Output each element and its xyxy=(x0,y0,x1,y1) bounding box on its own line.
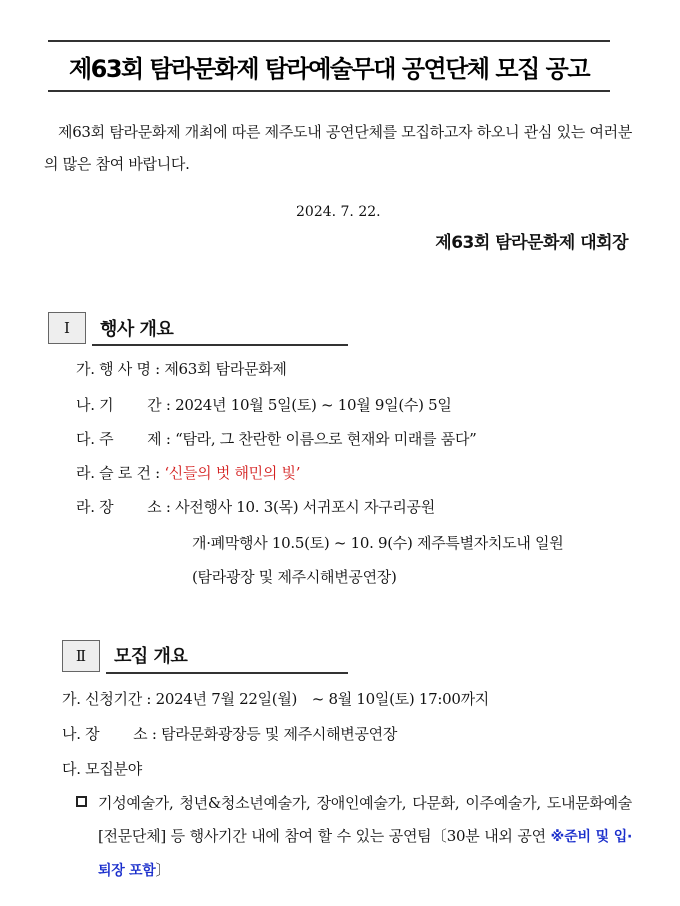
field-description: 기성예술가, 청년&청소년예술가, 장애인예술가, 다문화, 이주예술가, 도내문화예술[전문단체] 등 행사기간 내에 참여 할 수 있는 공연팀〔30분 내외 공연 xyxy=(98,794,632,845)
field-close: 〕 xyxy=(155,861,171,879)
item-label: 다. 모집분야 xyxy=(62,760,142,778)
section-1-underline xyxy=(92,344,348,346)
page-title: 제63회 탐라문화제 탐라예술무대 공연단체 모집 공고 xyxy=(68,54,590,83)
section-2-number: Ⅱ xyxy=(62,640,100,672)
item-label: 다. 주 제 : xyxy=(76,430,171,448)
application-period-row xyxy=(62,688,489,709)
item-value: 사전행사 10. 3(목) 서귀포시 자구리공원 xyxy=(175,498,435,516)
checkbox-bullet-icon xyxy=(76,796,87,807)
announcement-date: 2024. 7. 22. xyxy=(296,204,381,220)
event-theme-row xyxy=(76,428,477,449)
event-place-line3: (탐라광장 및 제주시해변공연장) xyxy=(192,568,397,586)
item-value: 제63회 탐라문화제 xyxy=(164,360,287,378)
item-label: 라. 장 소 : xyxy=(76,498,171,516)
event-place-row xyxy=(76,496,435,517)
item-label: 나. 장 소 : xyxy=(62,725,157,743)
section-2-title: 모집 개요 xyxy=(114,646,188,667)
event-name-row xyxy=(76,358,287,379)
title-box xyxy=(48,40,610,92)
slogan-value: ‘신들의 벗 해민의 빛’ xyxy=(164,464,301,482)
event-place-line2: 개·폐막행사 10.5(토) ~ 10. 9(수) 제주특별자치도내 일원 xyxy=(192,534,564,552)
item-value: 탐라문화광장등 및 제주시해변공연장 xyxy=(161,725,398,743)
item-label: 나. 기 간 : xyxy=(76,396,171,414)
recruit-place-row xyxy=(62,723,397,744)
item-label: 라. 슬 로 건 : xyxy=(76,464,160,482)
item-value: 2024년 7월 22일(월) ~ 8월 10일(토) 17:00까지 xyxy=(155,690,489,708)
field-note: ※준비 및 입·퇴장 포함 xyxy=(98,829,632,879)
section-2-underline xyxy=(106,672,348,674)
recruit-field-row xyxy=(62,758,142,779)
item-value: “탐라, 그 찬란한 이름으로 현재와 미래를 품다” xyxy=(175,430,477,448)
recruit-field-text xyxy=(76,787,632,888)
organizer-signature: 제63회 탐라문화제 대회장 xyxy=(435,233,628,253)
item-value: 2024년 10월 5일(토) ~ 10월 9일(수) 5일 xyxy=(175,396,452,414)
recruit-field-item xyxy=(76,787,632,888)
section-1-header xyxy=(48,312,348,346)
intro-paragraph: 제63회 탐라문화제 개최에 따른 제주도내 공연단체를 모집하고자 하오니 관심 있는 여러분의 많은 참여 바랍니다. xyxy=(44,123,633,173)
event-slogan-row xyxy=(76,462,300,483)
item-label: 가. 신청기간 : xyxy=(62,690,152,708)
section-1-number: Ⅰ xyxy=(48,312,86,344)
event-period-row xyxy=(76,394,452,415)
section-1-title: 행사 개요 xyxy=(100,319,174,340)
section-2-header xyxy=(62,640,362,674)
item-label: 가. 행 사 명 : xyxy=(76,360,160,378)
